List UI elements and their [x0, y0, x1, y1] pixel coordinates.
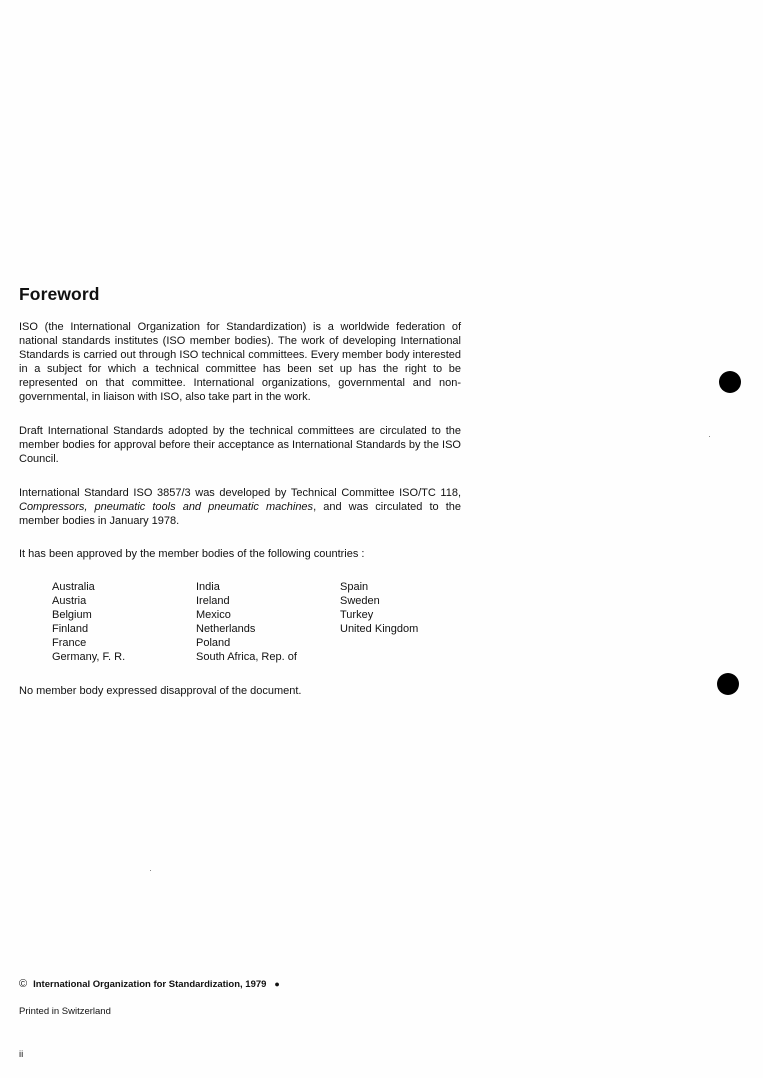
- country-item: Ireland: [196, 595, 230, 607]
- copyright-icon: ©: [19, 978, 28, 990]
- country-item: Austria: [52, 595, 87, 607]
- country-item: France: [52, 637, 87, 649]
- committee-title: Compressors, pneumatic tools and pneumatic machines: [19, 501, 314, 513]
- paragraph-iso-intro: ISO (the International Organization for Standardization) is a worldwide federation of national standards institutes (ISO member bodies). The work of developing International Standards is carried out through ISO technical committees. Every member body interested in a subject for which a technical committee has been set up has the right to be represented on that committee. International organizations, governmental and non-governmental, in liaison with ISO, also take part in the work.: [19, 321, 461, 403]
- country-item: Germany, F. R.: [52, 651, 126, 663]
- punch-hole-icon: [717, 673, 739, 695]
- paragraph-approval: It has been approved by the member bodies of the following countries :: [19, 548, 365, 560]
- paragraph-draft-standards: Draft International Standards adopted by the technical committees are circulated to the member bodies for approval before their acceptance as International Standards by the ISO Council.: [19, 425, 461, 465]
- country-item: India: [196, 581, 220, 593]
- country-item: Australia: [52, 581, 95, 593]
- page-number: ii: [19, 1049, 24, 1060]
- copyright-text: International Organization for Standardization, 1979: [33, 979, 267, 990]
- bullet-icon: ●: [274, 979, 280, 989]
- country-item: Sweden: [340, 595, 380, 607]
- country-item: United Kingdom: [340, 623, 419, 635]
- country-item: Netherlands: [196, 623, 256, 635]
- country-item: Spain: [340, 581, 369, 593]
- country-column-3: [340, 580, 418, 636]
- punch-hole-icon: [719, 371, 741, 393]
- country-column-1: [52, 580, 125, 664]
- country-item: Belgium: [52, 609, 92, 621]
- copyright-line: [19, 978, 280, 990]
- paragraph-standard-development-end: , and was circulated to the member bodies in January 1978.: [19, 501, 461, 527]
- scan-speck: [150, 870, 151, 871]
- country-column-2: [196, 580, 297, 664]
- paragraph-standard-development: [19, 486, 461, 528]
- country-item: Turkey: [340, 609, 374, 621]
- page-title: Foreword: [19, 284, 100, 304]
- paragraph-no-disapproval: No member body expressed disapproval of the document.: [19, 685, 302, 697]
- country-item: Poland: [196, 637, 231, 649]
- country-item: Mexico: [196, 609, 231, 621]
- country-item: Finland: [52, 623, 89, 635]
- scan-speck: [709, 436, 710, 437]
- printed-in: Printed in Switzerland: [19, 1006, 111, 1017]
- paragraph-standard-development-start: International Standard ISO 3857/3 was developed by Technical Committee ISO/TC 118,: [19, 487, 461, 499]
- country-item: South Africa, Rep. of: [196, 651, 297, 663]
